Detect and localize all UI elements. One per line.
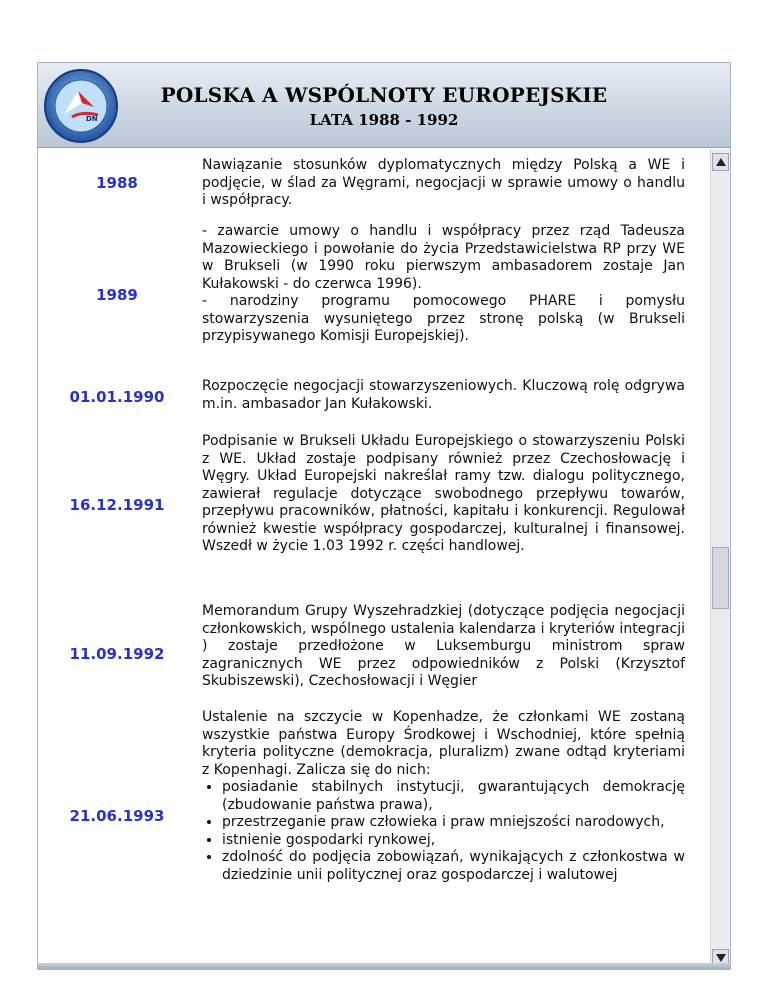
timeline-paragraph: Nawiązanie stosunków dyplomatycznych między Polską a WE i podjęcie, w ślad za Węgrami, negocjacji w sprawie umowy o handlu i współpracy. bbox=[202, 157, 685, 208]
timeline-text bbox=[202, 378, 685, 413]
criteria-list bbox=[202, 779, 685, 884]
timeline-row bbox=[38, 153, 710, 213]
timeline-text bbox=[202, 157, 685, 210]
timeline-text bbox=[202, 223, 685, 346]
timeline-row bbox=[38, 709, 710, 949]
timeline-date: 1989 bbox=[96, 286, 138, 304]
list-item: • istnienie gospodarki rynkowej, bbox=[222, 832, 685, 850]
page-title: POLSKA A WSPÓLNOTY EUROPEJSKIE bbox=[160, 83, 608, 107]
page-header bbox=[38, 63, 730, 148]
timeline-row bbox=[38, 433, 710, 593]
bottom-edge bbox=[38, 963, 730, 969]
scrollbar-thumb[interactable] bbox=[712, 547, 729, 609]
list-item: • przestrzeganie praw człowieka i praw mniejszości narodowych, bbox=[222, 814, 685, 832]
timeline-row bbox=[38, 223, 710, 363]
timeline bbox=[38, 149, 710, 970]
timeline-date: 1988 bbox=[96, 174, 138, 192]
timeline-date: 21.06.1993 bbox=[69, 807, 165, 825]
timeline-paragraph: Ustalenie na szczycie w Kopenhadze, że członkami WE zostaną wszystkie państwa Europy Środkowej i Wschodniej, które spełnią kryteria polityczne (demokracja, pluralizm) zwane odtąd kryteriami z Kopenhagi. Zalicza się do nich: bbox=[202, 709, 685, 778]
timeline-row bbox=[38, 603, 710, 703]
timeline-paragraph: - narodziny programu pomocowego PHARE i pomysłu stowarzyszenia wysuniętego przez stronę polską (w Brukseli przypisywanego Komisji Europejskiej). bbox=[202, 293, 685, 344]
scroll-up-arrow-icon[interactable] bbox=[712, 153, 729, 171]
timeline-paragraph: Podpisanie w Brukseli Układu Europejskiego o stowarzyszeniu Polski z WE. Układ zostaje podpisany również przez Czechosłowację i Węgry. Układ Europejski nakreślał ramy tzw. dialogu politycznego, zawierał regulacje dotyczące swobodnego przepływu towarów, przepływu pracowników, płatności, kapitału i konkurencji. Regulował również kwestie współpracy gospodarczej, kulturalnej i finansowej. Wszedł w życie 1.03 1992 r. części handlowej. bbox=[202, 433, 685, 554]
timeline-text bbox=[202, 603, 685, 691]
vertical-scrollbar[interactable] bbox=[710, 149, 730, 970]
timeline-row bbox=[38, 377, 710, 417]
timeline-paragraph: - zawarcie umowy o handlu i współpracy przez rząd Tadeusza Mazowieckiego i powołanie do życia Przedstawicielstwa RP przy WE w Brukseli (w 1990 roku pierwszym ambasadorem zostaje Jan Kułakowski - do czerwca 1996). bbox=[202, 223, 685, 292]
svg-text:DN: DN bbox=[86, 115, 98, 123]
document-frame bbox=[37, 62, 731, 970]
timeline-text bbox=[202, 433, 685, 556]
list-item: • zdolność do podjęcia zobowiązań, wynikających z członkostwa w dziedzinie unii politycznej oraz gospodarczej i walutowej bbox=[222, 849, 685, 884]
list-item: • posiadanie stabilnych instytucji, gwarantujących demokrację (zbudowanie państwa prawa), bbox=[222, 779, 685, 814]
timeline-text bbox=[202, 709, 685, 884]
timeline-paragraph: Rozpoczęcie negocjacji stowarzyszeniowych. Kluczową rolę odgrywa m.in. ambasador Jan Kułakowski. bbox=[202, 378, 685, 412]
page-subtitle: LATA 1988 - 1992 bbox=[309, 111, 459, 129]
timeline-date: 11.09.1992 bbox=[69, 645, 165, 663]
timeline-date: 16.12.1991 bbox=[69, 496, 165, 514]
timeline-date: 01.01.1990 bbox=[69, 388, 165, 406]
timeline-paragraph: Memorandum Grupy Wyszehradzkiej (dotyczące podjęcia negocjacji członkowskich, wspólnego ustalenia kalendarza i kryteriów integracji ) zostaje przedłożone w Luksemburgu ministrom spraw zagranicznych WE przez odpowiedników z Polski (Krzysztof Skubiszewski), Czechosłowacji i Węgier bbox=[202, 603, 685, 689]
